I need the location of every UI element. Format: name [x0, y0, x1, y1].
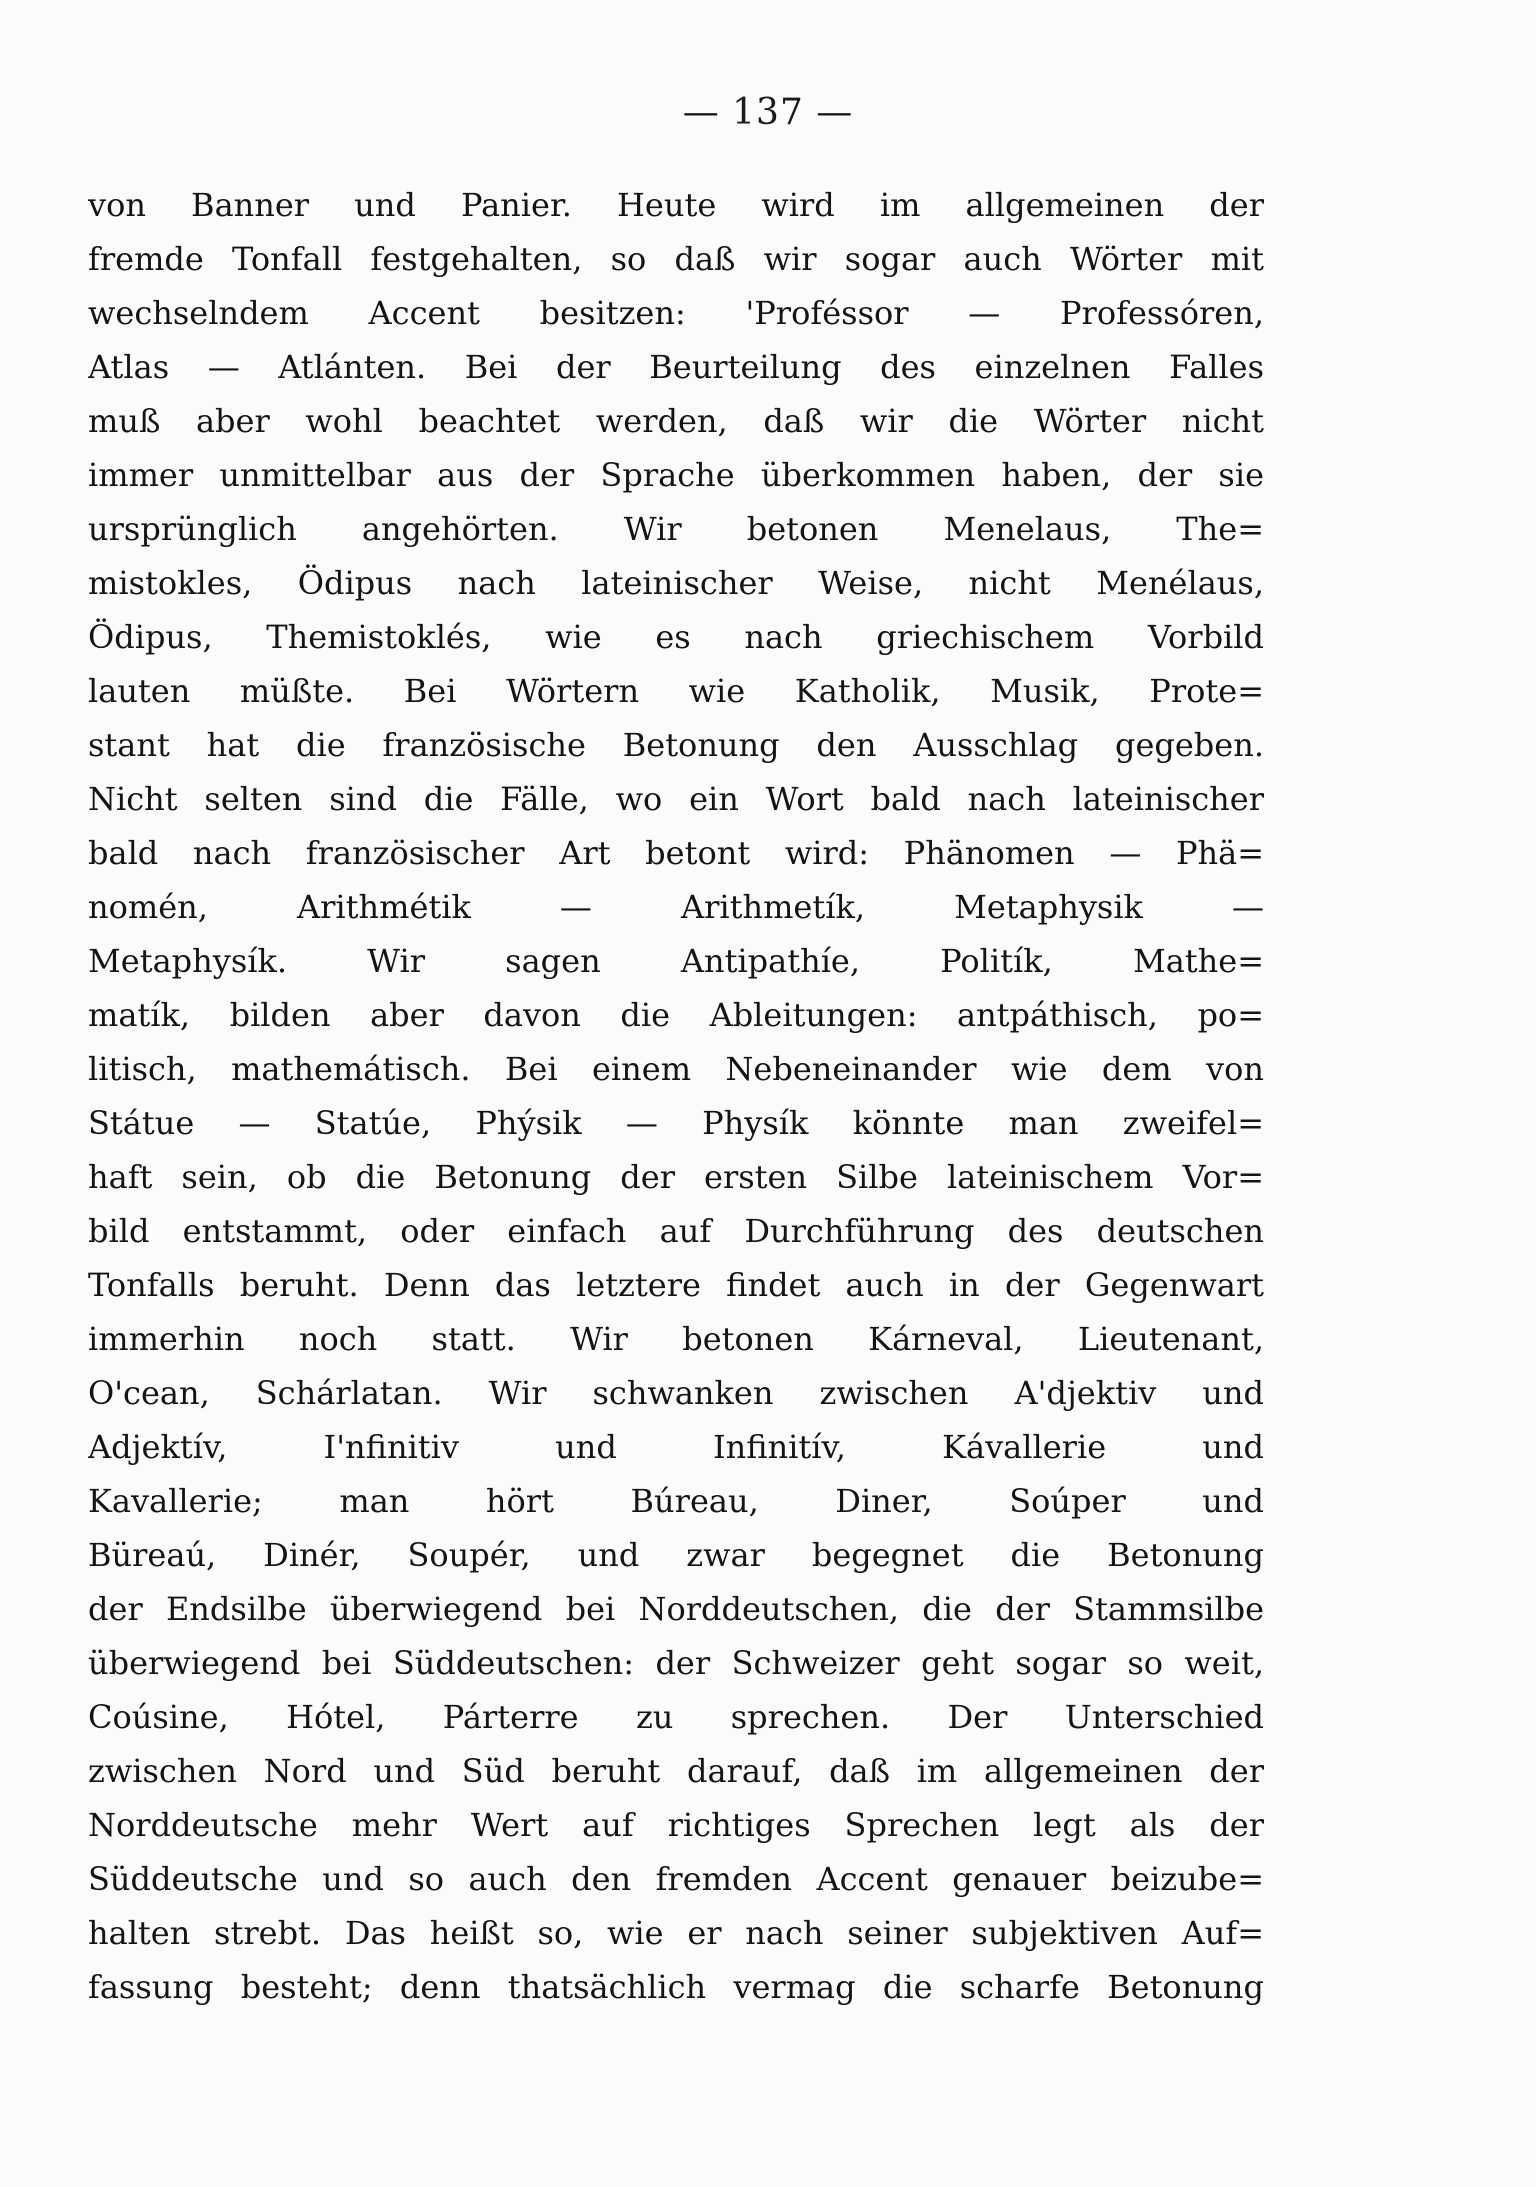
text-line: litisch, mathemátisch. Bei einem Nebeneinander wie dem von [88, 1050, 1264, 1088]
page-number: — 137 — [682, 92, 854, 133]
text-line: immerhin noch statt. Wir betonen Kárneval, Lieutenant, [88, 1320, 1264, 1358]
text-line: mistokles, Ödipus nach lateinischer Weise, nicht Menélaus, [88, 564, 1264, 602]
text-line: wechselndem Accent besitzen: 'Proféssor — Professóren, [88, 294, 1264, 332]
text-line: Norddeutsche mehr Wert auf richtiges Sprechen legt als der [88, 1806, 1264, 1844]
text-line: fremde Tonfall festgehalten, so daß wir sogar auch Wörter mit [88, 240, 1264, 278]
text-line: von Banner und Panier. Heute wird im allgemeinen der [88, 186, 1264, 224]
text-line: Státue — Statúe, Phýsik — Physík könnte man zweifel= [88, 1104, 1264, 1142]
text-line: bald nach französischer Art betont wird: Phänomen — Phä= [88, 834, 1264, 872]
text-line: lauten müßte. Bei Wörtern wie Katholik, Musik, Prote= [88, 672, 1264, 710]
text-line: nomén, Arithmétik — Arithmetík, Metaphysik — [88, 888, 1264, 926]
text-line: ursprünglich angehörten. Wir betonen Menelaus, The= [88, 510, 1264, 548]
text-line: überwiegend bei Süddeutschen: der Schweizer geht sogar so weit, [88, 1644, 1264, 1682]
text-line: zwischen Nord und Süd beruht darauf, daß im allgemeinen der [88, 1752, 1264, 1790]
text-line: Coúsine, Hótel, Párterre zu sprechen. Der Unterschied [88, 1698, 1264, 1736]
text-line: matík, bilden aber davon die Ableitungen: antpáthisch, po= [88, 996, 1264, 1034]
text-line: fassung besteht; denn thatsächlich vermag die scharfe Betonung [88, 1968, 1264, 2006]
text-line: Tonfalls beruht. Denn das letztere findet auch in der Gegenwart [88, 1266, 1264, 1304]
text-line: Nicht selten sind die Fälle, wo ein Wort bald nach lateinischer [88, 780, 1264, 818]
text-line: Kavallerie; man hört Búreau, Diner, Soúper und [88, 1482, 1264, 1520]
text-line: stant hat die französische Betonung den Ausschlag gegeben. [88, 726, 1264, 764]
text-line: muß aber wohl beachtet werden, daß wir die Wörter nicht [88, 402, 1264, 440]
text-line: halten strebt. Das heißt so, wie er nach seiner subjektiven Auf= [88, 1914, 1264, 1952]
text-line: Süddeutsche und so auch den fremden Accent genauer beizube= [88, 1860, 1264, 1898]
text-line: immer unmittelbar aus der Sprache überkommen haben, der sie [88, 456, 1264, 494]
text-line: O'cean, Schárlatan. Wir schwanken zwischen A'djektiv und [88, 1374, 1264, 1412]
text-line: Ödipus, Themistoklés, wie es nach griechischem Vorbild [88, 618, 1264, 656]
body-text [88, 178, 1264, 2014]
text-line: der Endsilbe überwiegend bei Norddeutschen, die der Stammsilbe [88, 1590, 1264, 1628]
text-line: Büreaú, Dinér, Soupér, und zwar begegnet die Betonung [88, 1536, 1264, 1574]
text-line: Atlas — Atlánten. Bei der Beurteilung des einzelnen Falles [88, 348, 1264, 386]
text-line: haft sein, ob die Betonung der ersten Silbe lateinischem Vor= [88, 1158, 1264, 1196]
text-line: Adjektív, I'nfinitiv und Infinitív, Kávallerie und [88, 1428, 1264, 1466]
text-line: bild entstammt, oder einfach auf Durchführung des deutschen [88, 1212, 1264, 1250]
text-line: Metaphysík. Wir sagen Antipathíe, Politík, Mathe= [88, 942, 1264, 980]
